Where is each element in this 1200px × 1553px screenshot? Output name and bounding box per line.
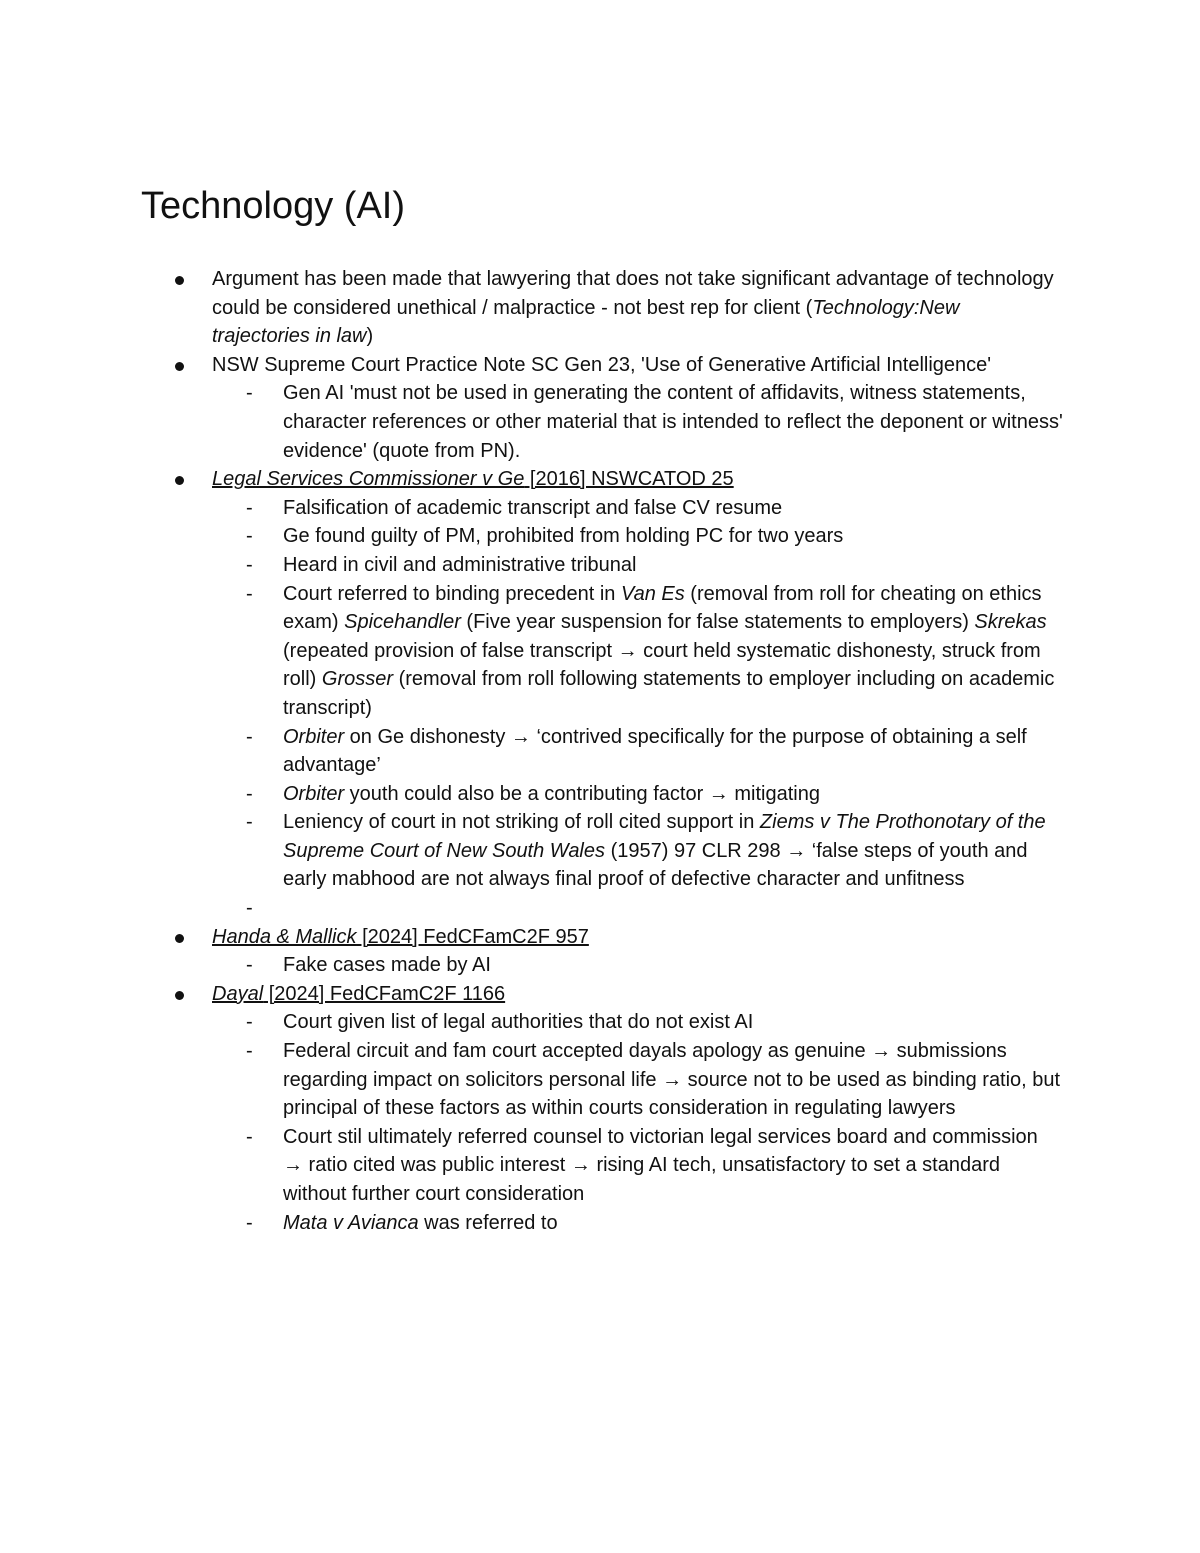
- sub-item: [0, 723, 1063, 780]
- case-name: Spicehandler: [344, 611, 461, 634]
- sub-item: [0, 379, 1063, 465]
- dash-icon: -: [246, 582, 253, 605]
- dash-icon: -: [246, 782, 253, 805]
- page-title: Technology (AI): [141, 185, 406, 227]
- italic-term: Orbiter: [283, 782, 345, 805]
- sub-item-text: Heard in civil and administrative tribunal: [283, 553, 637, 576]
- sub-item: [0, 1123, 1063, 1209]
- case-citation: [2016] NSWCATOD 25: [524, 468, 734, 491]
- sub-item: [0, 1008, 1063, 1037]
- case-name: Legal Services Commissioner v Ge: [212, 468, 525, 491]
- case-citation-link[interactable]: [212, 468, 734, 490]
- sub-item: [0, 1037, 1063, 1123]
- sub-item-empty: [0, 894, 1063, 923]
- sub-item-text: Court given list of legal authorities that do not exist AI: [283, 1011, 754, 1034]
- dash-icon: -: [246, 1125, 253, 1148]
- dash-icon: -: [246, 382, 253, 405]
- sub-item-text: Court referred to binding precedent in: [283, 582, 621, 605]
- bullet-icon: [175, 362, 184, 371]
- sub-item-text: (repeated provision of false transcript → court held systematic dishonesty, struck from roll): [283, 639, 1041, 691]
- sub-item-text: (removal from roll for cheating on ethics exam): [283, 582, 1042, 634]
- bullet-icon: [175, 276, 184, 285]
- bullet-icon: [175, 991, 184, 1000]
- item-text: ): [366, 325, 374, 348]
- sub-item-text: (1957) 97 CLR 298 → ‘false steps of youth and early mabhood are not always final proof of defective character and unfitness: [283, 839, 1028, 891]
- case-name: Mata v Avianca: [283, 1211, 419, 1234]
- item-italic-text: Technology:New trajectories in law: [212, 296, 960, 348]
- dash-icon: -: [246, 496, 253, 519]
- sub-item-text: Court stil ultimately referred counsel to victorian legal services board and commission → ratio cited was public interest → rising AI tech, unsatisfactory to set a standard without further court consideration: [283, 1125, 1038, 1205]
- bullet-item: [0, 923, 1062, 952]
- dash-icon: -: [246, 811, 253, 834]
- item-text: Argument has been made that lawyering that does not take significant advantage of technology could be considered unethical / malpractice - not best rep for client (: [212, 268, 1054, 319]
- sub-item-text: (Five year suspension for false statements to employers): [460, 611, 975, 634]
- bullet-item: [0, 265, 1062, 351]
- dash-icon: -: [246, 1211, 253, 1234]
- sub-item: [0, 780, 1063, 809]
- italic-term: Orbiter: [283, 725, 345, 748]
- case-name: Grosser: [321, 668, 394, 691]
- case-name: Van Es: [620, 582, 685, 605]
- dash-icon: -: [246, 525, 253, 548]
- sub-item: [0, 808, 1063, 894]
- sub-item: [0, 522, 1063, 551]
- sub-item-text: Leniency of court in not striking of roll cited support in: [283, 811, 760, 834]
- sub-item-text: Ge found guilty of PM, prohibited from holding PC for two years: [283, 525, 844, 548]
- case-name: Dayal: [212, 982, 264, 1005]
- sub-item: [0, 951, 1063, 980]
- bullet-item: [0, 351, 1062, 380]
- sub-item-text: was referred to: [418, 1211, 558, 1234]
- dash-icon: -: [246, 954, 253, 977]
- notes-list: [0, 265, 1200, 1237]
- case-citation: [2024] FedCFamC2F 957: [356, 925, 589, 948]
- sub-item-text: (removal from roll following statements to employer including on academic transcript): [283, 668, 1055, 719]
- case-name: Skrekas: [974, 611, 1047, 634]
- sub-item-text: youth could also be a contributing factor → mitigating: [344, 782, 820, 805]
- sub-item: [0, 551, 1063, 580]
- case-citation: [2024] FedCFamC2F 1166: [263, 982, 506, 1005]
- dash-icon: -: [246, 897, 253, 920]
- sub-item-text: Falsification of academic transcript and false CV resume: [283, 496, 783, 519]
- dash-icon: -: [246, 725, 253, 748]
- case-name: Handa & Mallick: [212, 925, 357, 948]
- bullet-icon: [175, 934, 184, 943]
- item-text: NSW Supreme Court Practice Note SC Gen 23, 'Use of Generative Artificial Intelligence': [212, 353, 992, 376]
- sub-item-text: Fake cases made by AI: [283, 954, 491, 977]
- sub-item-text: Gen AI 'must not be used in generating the content of affidavits, witness statements, character references or other material that is intended to reflect the deponent or witness' evidence' (quote from PN).: [283, 382, 1063, 462]
- bullet-icon: [175, 476, 184, 485]
- sub-item: [0, 1209, 1063, 1238]
- sub-item: [0, 494, 1063, 523]
- sub-item: [0, 580, 1063, 723]
- dash-icon: -: [246, 553, 253, 576]
- dash-icon: -: [246, 1011, 253, 1034]
- sub-item-text: Federal circuit and fam court accepted dayals apology as genuine → submissions regarding impact on solicitors personal life → source not to be used as binding ratio, but principal of these factors as within courts consideration in regulating lawyers: [283, 1040, 1061, 1120]
- case-name: Ziems v The Prothonotary of the Supreme Court of New South Wales: [283, 811, 1046, 862]
- sub-item-text: on Ge dishonesty → ‘contrived specifically for the purpose of obtaining a self advantage’: [283, 725, 1027, 777]
- case-citation-link[interactable]: [212, 926, 589, 948]
- dash-icon: -: [246, 1040, 253, 1063]
- case-citation-link[interactable]: [212, 983, 505, 1005]
- bullet-item: [0, 465, 1062, 494]
- bullet-item: [0, 980, 1062, 1009]
